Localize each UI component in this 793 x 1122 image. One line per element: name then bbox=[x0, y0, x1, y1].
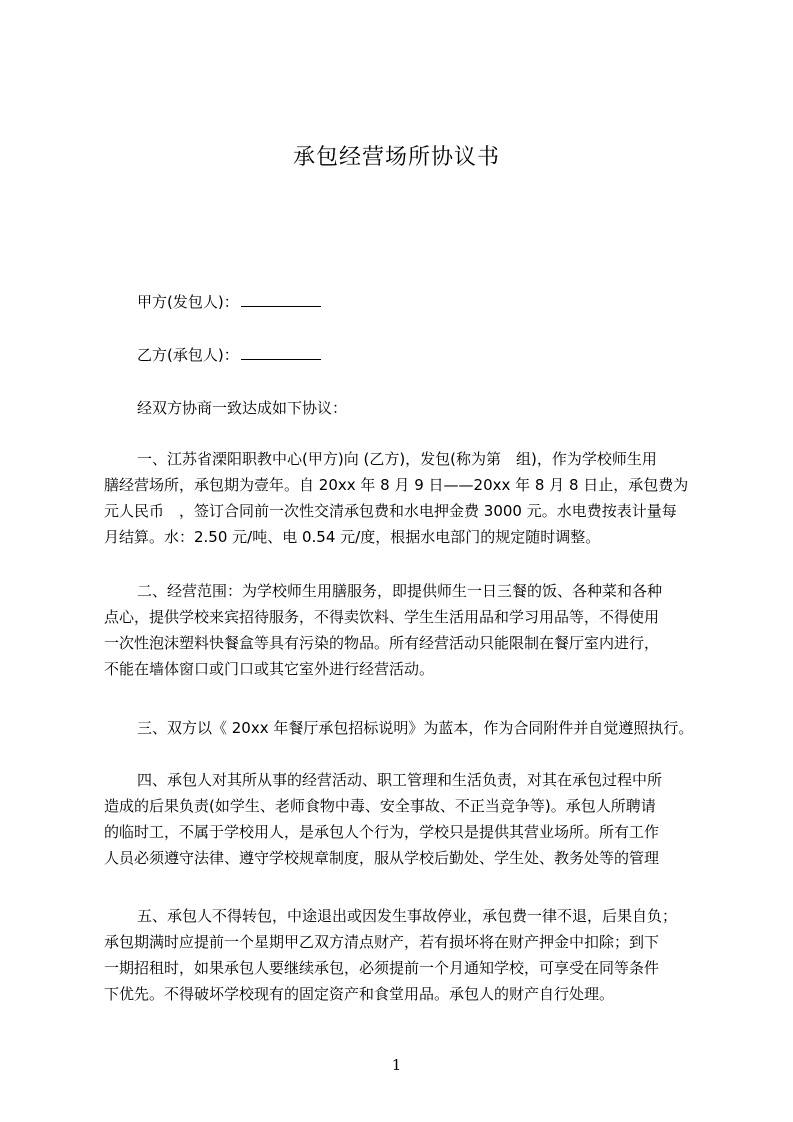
clause-line: 点心，提供学校来宾招待服务，不得卖饮料、学生生活用品和学习用品等，不得使用 bbox=[104, 608, 660, 626]
intro-text: 经双方协商一致达成如下协议： bbox=[137, 399, 348, 417]
clause-line: 三、双方以《 20xx 年餐厅承包招标说明》为蓝本，作为合同附件并自觉遵照执行。 bbox=[137, 719, 694, 737]
clause-line: 一次性泡沫塑料快餐盒等具有污染的物品。所有经营活动只能限制在餐厅室内进行， bbox=[104, 634, 660, 652]
party-b-blank-line bbox=[241, 345, 321, 360]
clause-line: 元人民币 ，签订合同前一次性交清承包费和水电押金费 3000 元。水电费按表计量每 bbox=[104, 502, 677, 520]
party-a-label: 甲方(发包人)： bbox=[137, 293, 239, 311]
clause-line: 一期招租时，如果承包人要继续承包，必须提前一个月通知学校，可享受在同等条件 bbox=[104, 959, 660, 977]
clause-line: 月结算。水：2.50 元/吨、电 0.54 元/度，根据水电部门的规定随时调整。 bbox=[104, 528, 601, 546]
clause-line: 一、江苏省溧阳职教中心(甲方)向 (乙方)，发包(称为第 组)，作为学校师生用 bbox=[137, 450, 657, 468]
clause-4 bbox=[104, 767, 704, 871]
party-a-field bbox=[137, 292, 321, 312]
clause-3 bbox=[104, 715, 704, 741]
clause-5 bbox=[104, 903, 704, 1007]
clause-line: 造成的后果负责(如学生、老师食物中毒、安全事故、不正当竞争等)。承包人所聘请 bbox=[104, 797, 656, 815]
clause-line: 四、承包人对其所从事的经营活动、职工管理和生活负责，对其在承包过程中所 bbox=[137, 771, 663, 789]
clause-line: 五、承包人不得转包，中途退出或因发生事故停业，承包费一律不退，后果自负； bbox=[137, 907, 678, 925]
page-number: 1 bbox=[391, 1056, 402, 1074]
clause-line: 人员必须遵守法律、遵守学校规章制度，服从学校后勤处、学生处、教务处等的管理 bbox=[104, 849, 660, 867]
clause-line: 膳经营场所，承包期为壹年。自 20xx 年 8 月 9 日——20xx 年 8 月 8 日止，承包费为 bbox=[104, 476, 689, 494]
clause-line: 的临时工，不属于学校用人，是承包人个行为，学校只是提供其营业场所。所有工作 bbox=[104, 823, 660, 841]
party-b-label: 乙方(承包人)： bbox=[137, 346, 239, 364]
clause-line: 下优先。不得破坏学校现有的固定资产和食堂用品。承包人的财产自行处理。 bbox=[104, 985, 615, 1003]
party-b-field bbox=[137, 345, 321, 365]
clause-line: 承包期满时应提前一个星期甲乙双方清点财产，若有损坏将在财产押金中扣除；到下 bbox=[104, 933, 660, 951]
clause-2 bbox=[104, 578, 704, 682]
document-title: 承包经营场所协议书 bbox=[292, 145, 500, 170]
clause-1 bbox=[104, 446, 704, 550]
party-a-blank-line bbox=[241, 292, 321, 307]
clause-line: 二、经营范围：为学校师生用膳服务，即提供师生一日三餐的饭、各种菜和各种 bbox=[137, 582, 663, 600]
clause-line: 不能在墙体窗口或门口或其它室外进行经营活动。 bbox=[104, 660, 435, 678]
